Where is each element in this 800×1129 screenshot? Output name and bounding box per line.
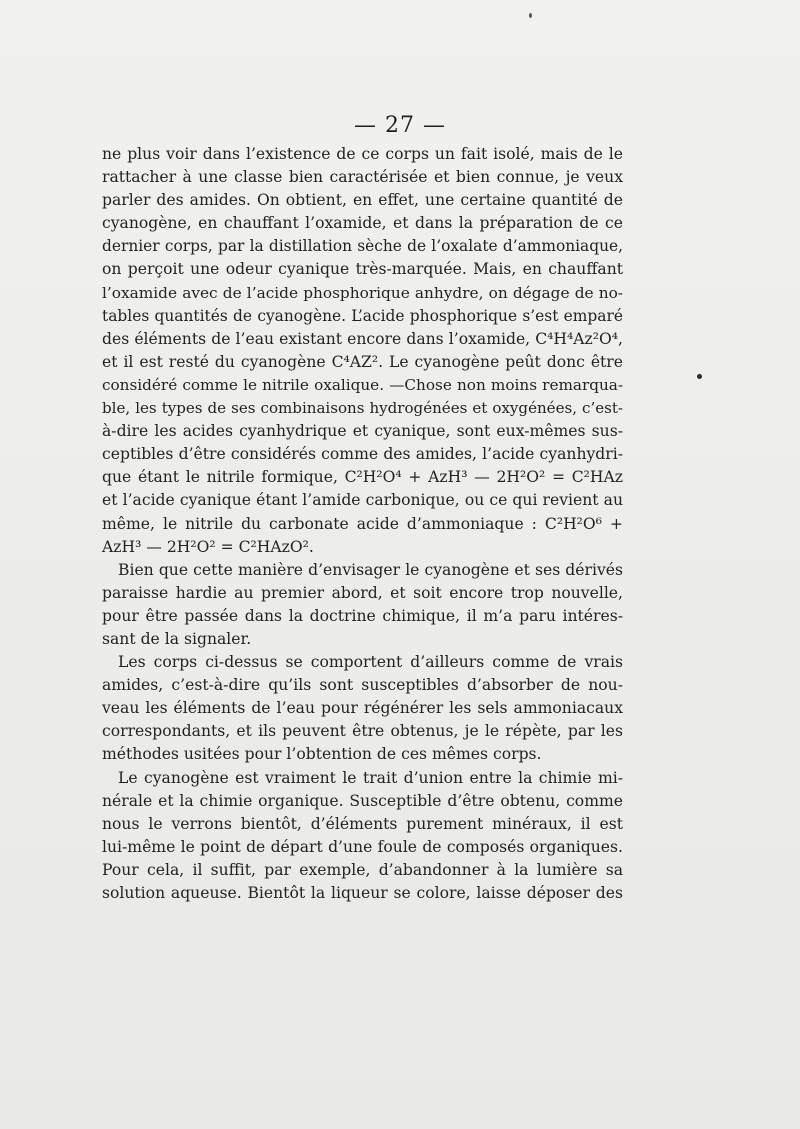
text-line: ble, les types de ses combinaisons hydrogénées et oxygénées, c’est- — [102, 399, 623, 418]
paragraph-1 — [102, 143, 623, 559]
text-line: AzH³ — 2H²O² = C²HAzO². — [102, 537, 314, 556]
body-text — [102, 143, 623, 905]
text-line: lui-même le point de départ d’une foule de composés organiques. — [102, 837, 623, 856]
text-line: méthodes usitées pour l’obtention de ces mêmes corps. — [102, 745, 542, 764]
text-line: Les corps ci-dessus se comportent d’ailleurs comme de vrais — [118, 653, 623, 672]
text-line: dernier corps, par la distillation sèche de l’oxalate d’ammoniaque, — [102, 237, 623, 256]
text-line: et l’acide cyanique étant l’amide carbonique, ou ce qui revient au — [102, 491, 623, 510]
ink-speck — [697, 374, 702, 379]
text-line: cyanogène, en chauffant l’oxamide, et dans la préparation de ce — [102, 214, 623, 233]
text-line: solution aqueuse. Bientôt la liqueur se colore, laisse déposer des — [102, 884, 623, 902]
text-line: on perçoit une odeur cyanique très-marquée. Mais, en chauffant — [102, 260, 623, 279]
text-line: veau les éléments de l’eau pour régénérer les sels ammoniacaux — [102, 699, 623, 718]
text-line: Pour cela, il suffit, par exemple, d’abandonner à la lumière sa — [102, 860, 623, 879]
text-line: considéré comme le nitrile oxalique. —Chose non moins remarqua- — [102, 375, 623, 394]
paragraph-2 — [102, 559, 623, 651]
text-line: paraisse hardie au premier abord, et soit encore trop nouvelle, — [102, 583, 623, 602]
paragraph-3 — [102, 651, 623, 766]
text-line: l’oxamide avec de l’acide phosphorique anhydre, on dégage de no- — [102, 283, 623, 302]
text-line: à-dire les acides cyanhydrique et cyanique, sont eux-mêmes sus- — [102, 422, 623, 441]
text-line: Bien que cette manière d’envisager le cyanogène et ses dérivés — [118, 560, 623, 579]
text-line: pour être passée dans la doctrine chimique, il m’a paru intéres- — [102, 606, 623, 625]
paragraph-4 — [102, 767, 623, 906]
text-line: même, le nitrile du carbonate acide d’ammoniaque : C²H²O⁶ + — [102, 514, 623, 533]
page-number: — 27 — — [354, 113, 446, 138]
text-line: que étant le nitrile formique, C²H²O⁴ + AzH³ — 2H²O² = C²HAz — [102, 468, 623, 487]
text-line: nous le verrons bientôt, d’éléments purement minéraux, il est — [102, 814, 623, 833]
text-line: nérale et la chimie organique. Susceptible d’être obtenu, comme — [102, 791, 623, 810]
text-line: ne plus voir dans l’existence de ce corps un fait isolé, mais de le — [102, 145, 623, 163]
ink-speck — [529, 13, 532, 18]
text-line: parler des amides. On obtient, en effet, une certaine quantité de — [102, 191, 623, 210]
text-line: Le cyanogène est vraiment le trait d’union entre la chimie mi- — [118, 768, 623, 787]
text-line: tables quantités de cyanogène. L’acide phosphorique s’est emparé — [102, 306, 623, 325]
text-line: des éléments de l’eau existant encore dans l’oxamide, C⁴H⁴Az²O⁴, — [102, 329, 623, 348]
text-line: ceptibles d’être considérés comme des amides, l’acide cyanhydri- — [102, 445, 623, 464]
text-line: correspondants, et ils peuvent être obtenus, je le répète, par les — [102, 722, 623, 741]
text-line: amides, c’est-à-dire qu’ils sont susceptibles d’absorber de nou- — [102, 676, 623, 695]
text-line: et il est resté du cyanogène C⁴AZ². Le cyanogène peût donc être — [102, 352, 623, 371]
text-line: sant de la signaler. — [102, 629, 252, 648]
text-line: rattacher à une classe bien caractérisée et bien connue, je veux — [102, 168, 623, 187]
